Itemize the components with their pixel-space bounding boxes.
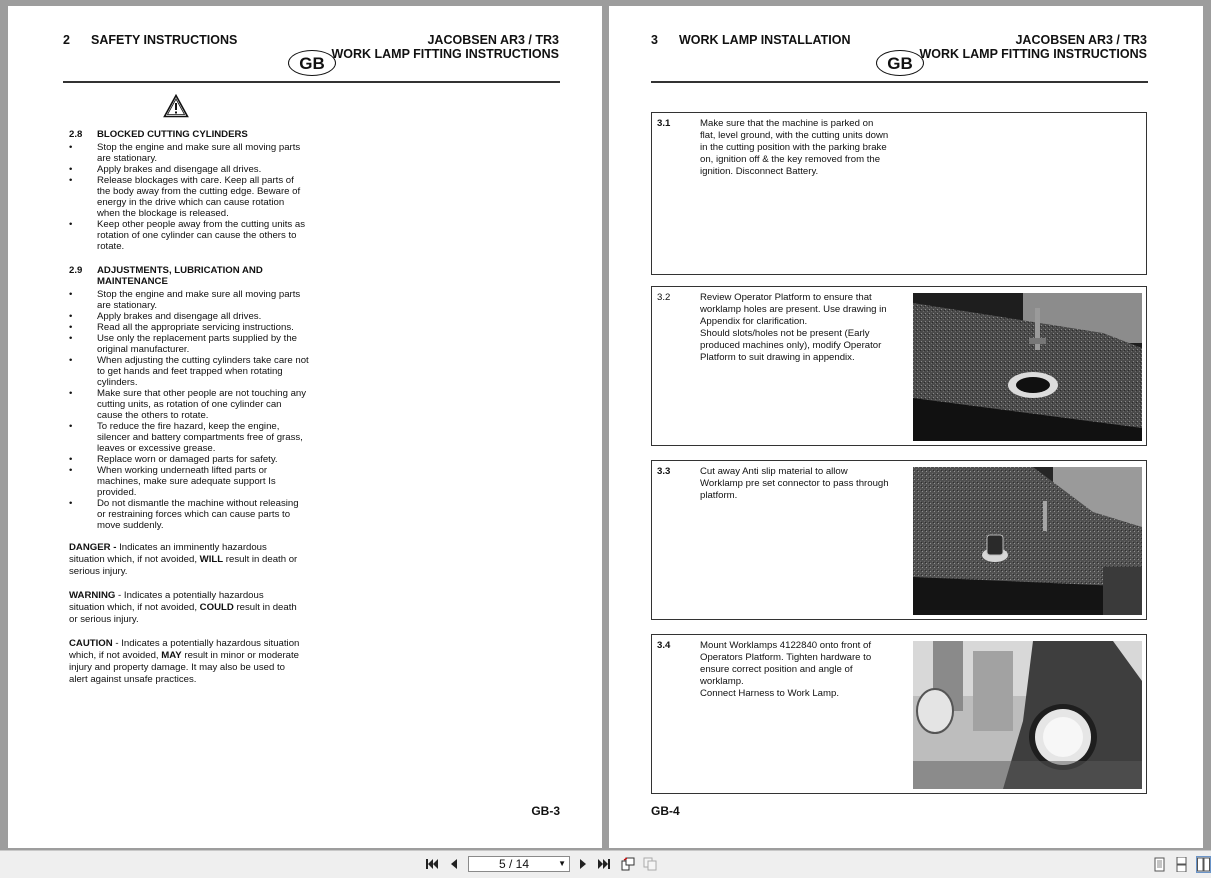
document-header [919, 33, 1147, 61]
connector-photo [913, 467, 1142, 615]
section-heading [63, 33, 237, 47]
warning-definition: WARNING - Indicates a potentially hazardous situation which, if not avoided, COULD result in death or serious injury. [69, 590, 297, 625]
step-number: 3.2 [657, 292, 671, 303]
list-item: • Read all the appropriate servicing instructions. [69, 322, 294, 333]
page-number: GB-4 [651, 804, 680, 818]
header-rule [651, 81, 1148, 83]
section-2-9-list [69, 289, 309, 531]
step-number: 3.1 [657, 118, 671, 129]
list-item: • Stop the engine and make sure all moving parts are stationary. [69, 289, 301, 311]
list-item: • Use only the replacement parts supplied by the original manufacturer. [69, 333, 297, 355]
step-3-1 [651, 112, 1147, 275]
page-gb-3: 2 SAFETY INSTRUCTIONS JACOBSEN AR3 / TR3 WORK LAMP FITTING INSTRUCTIONS GB 2.8 BLOCKED CUTTING CYLINDERS • Stop the engine and make sure all moving parts are stationary. • Apply brakes and disengage all drives. • Release blockages with care. Keep all parts of the body away from the cutting edge. Beware of energy in the drive which can cause rotation when the blockage is released. • Keep other people away from the cutting units as rotation of one cylinder can cause the others to rotate. 2.9 ADJUSTMENTS, LUBRICATION AND MAINTENANCE • Stop the engine and make sure all moving parts are stationary. • Apply brakes and disengage all drives. • Read all the appropriate servicing instructions. • Use only the replacement parts supplied by the original manufacturer. • When adjusting the cutting cylinders take care not to get hands and feet trapped when rotating cylinders. • Make sure that other people are not touching any cutting units, as rotation of one cylinder can cause the others to rotate. • To reduce the fire hazard, keep the engine, silencer and battery compartments free of grass, leaves or excessive grease. • Replace worn or damaged parts for safety. • When working underneath lifted parts or machines, make sure adequate support Is provided. • Do not dismantle the machine without releasing or restraining forces which can cause parts to move suddenly. DANGER - Indicates an imminently hazardous situation which, if not avoided, WILL result in death or serious injury. WARNING - Indicates a potentially hazardous situation which, if not avoided, COULD result in death or serious injury. CAUTION - Indicates a potentially hazardous situation which, if not avoided, MAY result in minor or moderate injury and property damage. It may also be used to alert against unsafe practices. GB-3 [8, 6, 602, 848]
list-item: • Make sure that other people are not touching any cutting units, as rotation of one cylinder can cause the others to rotate. [69, 388, 307, 421]
list-item: • Apply brakes and disengage all drives. [69, 164, 262, 175]
continuous-view-icon[interactable] [1175, 857, 1188, 872]
section-2-9-heading: 2.9 ADJUSTMENTS, LUBRICATION AND MAINTENANCE [69, 265, 263, 287]
copy-page-icon [643, 857, 657, 871]
caution-definition: CAUTION - Indicates a potentially hazardous situation which, if not avoided, MAY result in minor or moderate injury and property damage. It may also be used to alert against unsafe practices. [69, 638, 300, 685]
list-item: • Keep other people away from the cutting units as rotation of one cylinder can cause the others to rotate. [69, 219, 305, 252]
step-3-2 [651, 286, 1147, 446]
list-item: • Apply brakes and disengage all drives. [69, 311, 262, 322]
header-title: WORK LAMP FITTING INSTRUCTIONS [919, 47, 1147, 61]
section-number: 2 [63, 33, 70, 47]
platform-holes-photo [913, 293, 1142, 441]
worklamp-photo [913, 641, 1142, 789]
hazard-definitions [69, 542, 301, 698]
section-title: SAFETY INSTRUCTIONS [91, 33, 238, 47]
section-number: 3 [651, 33, 658, 47]
language-badge: GB [288, 50, 336, 76]
chevron-down-icon[interactable]: ▼ [558, 859, 566, 868]
last-page-icon[interactable] [597, 857, 611, 871]
header-rule [63, 81, 560, 83]
two-page-view-icon[interactable] [1197, 857, 1210, 872]
list-item: • When adjusting the cutting cylinders take care not to get hands and feet trapped when rotating cylinders. [69, 355, 309, 388]
step-number: 3.3 [657, 466, 671, 477]
step-number: 3.4 [657, 640, 671, 651]
page-number-value: 5 / 14 [498, 857, 530, 871]
page-number-field[interactable] [468, 856, 570, 872]
header-model: JACOBSEN AR3 / TR3 [1015, 33, 1147, 47]
next-page-icon[interactable] [576, 857, 590, 871]
header-title: WORK LAMP FITTING INSTRUCTIONS [331, 47, 559, 61]
step-text: Cut away Anti slip material to allow Worklamp pre set connector to pass through platform. [700, 466, 889, 501]
page-number: GB-3 [531, 804, 560, 818]
document-header [331, 33, 559, 61]
step-text: Make sure that the machine is parked on flat, level ground, with the cutting units down in the cutting position with the parking brake on, ignition off & the key removed from the ignition. Disconnect Battery. [700, 118, 889, 177]
list-item: • Stop the engine and make sure all moving parts are stationary. [69, 142, 301, 164]
language-badge: GB [876, 50, 924, 76]
navigation-toolbar [0, 850, 1211, 878]
list-item: • Release blockages with care. Keep all parts of the body away from the cutting edge. Beware of energy in the drive which can cause rotation when the blockage is released. [69, 175, 301, 219]
page-gb-4 [609, 6, 1203, 848]
first-page-icon[interactable] [425, 857, 439, 871]
list-item: • Do not dismantle the machine without releasing or restraining forces which can cause parts to move suddenly. [69, 498, 299, 531]
list-item: • When working underneath lifted parts or machines, make sure adequate support Is provided. [69, 465, 276, 498]
single-page-view-icon[interactable] [1153, 857, 1166, 872]
section-title: WORK LAMP INSTALLATION [679, 33, 851, 47]
section-heading [651, 33, 851, 47]
step-3-3 [651, 460, 1147, 620]
list-item: • Replace worn or damaged parts for safety. [69, 454, 278, 465]
previous-page-icon[interactable] [447, 857, 461, 871]
danger-definition: DANGER - Indicates an imminently hazardous situation which, if not avoided, WILL result in death or serious injury. [69, 542, 298, 577]
step-text: Mount Worklamps 4122840 onto front of Operators Platform. Tighten hardware to ensure correct position and angle of worklamp. Connect Harness to Work Lamp. [700, 640, 872, 699]
step-text: Review Operator Platform to ensure that worklamp holes are present. Use drawing in Appendix for clarification. Should slots/holes not be present (Early produced machines only), modify Operator Platform to suit drawing in appendix. [700, 292, 887, 363]
warning-triangle-icon [163, 94, 189, 118]
section-2-8-list [69, 142, 309, 252]
rotate-page-icon[interactable] [621, 857, 635, 871]
step-3-4 [651, 634, 1147, 794]
header-model: JACOBSEN AR3 / TR3 [427, 33, 559, 47]
list-item: • To reduce the fire hazard, keep the engine, silencer and battery compartments free of grass, leaves or excessive grease. [69, 421, 303, 454]
